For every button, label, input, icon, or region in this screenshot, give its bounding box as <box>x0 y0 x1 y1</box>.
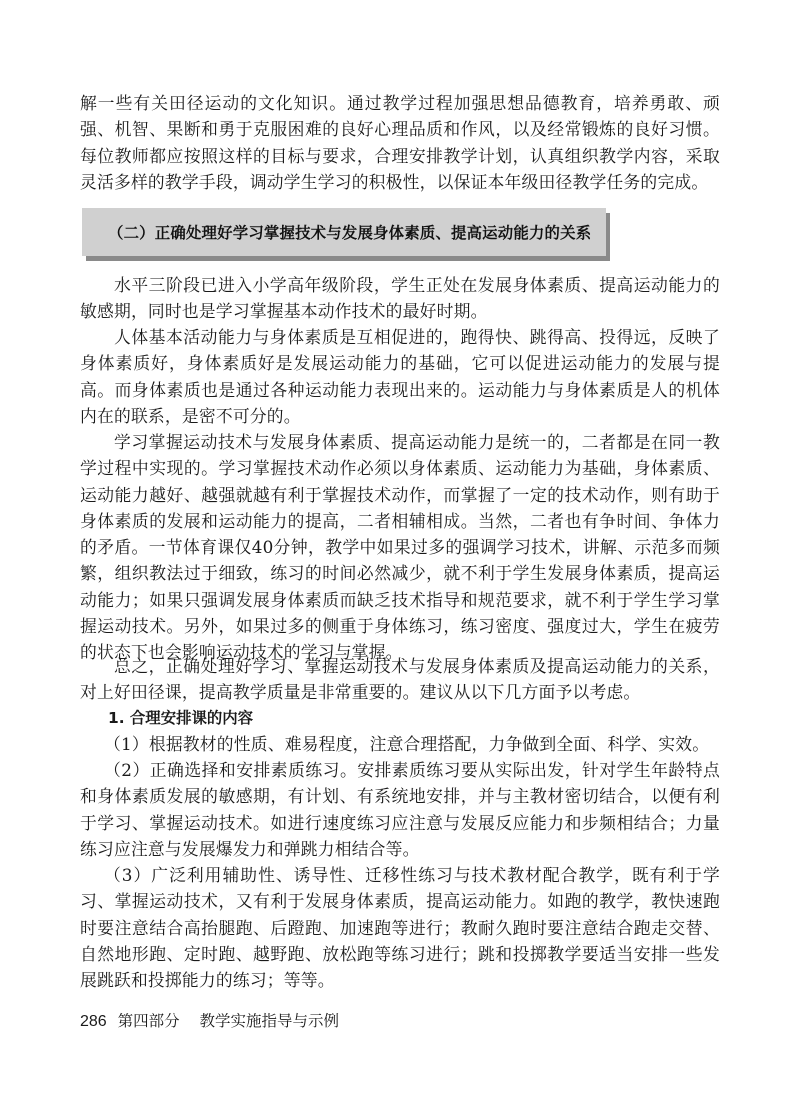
section-title: （二）正确处理好学习掌握技术与发展身体素质、提高运动能力的关系 <box>108 224 592 242</box>
paragraph-2: 人体基本活动能力与身体素质是互相促进的，跑得快、跳得高、投得远，反映了身体素质好，身体素质好是发展运动能力的基础，它可以促进运动能力的发展与提高。而身体素质也是通过各种运动能力表现出来的。运动能力与身体素质是人的机体内在的联系，是密不可分的。 <box>80 327 720 426</box>
paragraph-1: 水平三阶段已进入小学高年级阶段，学生正处在发展身体素质、提高运动能力的敏感期，同时也是学习掌握基本动作技术的最好时期。 <box>80 275 720 322</box>
paragraph-4: 总之，正确处理好学习、掌握运动技术与发展身体素质及提高运动能力的关系，对上好田径课，提高教学质量是非常重要的。建议从以下几方面予以考虑。 <box>80 656 720 703</box>
subheading-1: 1. 合理安排课的内容 <box>108 709 254 727</box>
page-number: 286 <box>80 1013 107 1030</box>
list-item-2: （2）正确选择和安排素质练习。安排素质练习要从实际出发，针对学生年龄特点和身体素质发展的敏感期，有计划、有系统地安排，并与主教材密切结合，以便有利于学习、掌握运动技术。如进行速度练习应注意与发展反应能力和步频相结合；力量练习应注意与发展爆发力和弹跳力相结合等。 <box>80 760 720 859</box>
part-title: 教学实施指导与示例 <box>199 1012 340 1030</box>
part-label: 第四部分 <box>117 1012 180 1030</box>
paragraph-3: 学习掌握运动技术与发展身体素质、提高运动能力是统一的，二者都是在同一教学过程中实现的。学习掌握技术动作必须以身体素质、运动能力为基础，身体素质、运动能力越好、越强就越有利于掌握技术动作，而掌握了一定的技术动作，则有助于身体素质的发展和运动能力的提高，二者相辅相成。当然，二者也有争时间、争体力的矛盾。一节体育课仅40分钟，教学中如果过多的强调学习技术，讲解、示范多而频繁，组织教法过于细致，练习的时间必然减少，就不利于学生发展身体素质，提高运动能力；如果只强调发展身体素质而缺乏技术指导和规范要求，就不利于学生学习掌握运动技术。另外，如果过多的侧重于身体练习，练习密度、强度过大，学生在疲劳的状态下也会影响运动技术的学习与掌握。 <box>80 432 720 663</box>
intro-paragraph: 解一些有关田径运动的文化知识。通过教学过程加强思想品德教育，培养勇敢、顽强、机智、果断和勇于克服困难的良好心理品质和作风，以及经常锻炼的良好习惯。每位教师都应按照这样的目标与要求，合理安排教学计划，认真组织教学内容，采取灵活多样的教学手段，调动学生学习的积极性，以保证本年级田径教学任务的完成。 <box>80 93 720 192</box>
list-item-3: （3）广泛利用辅助性、诱导性、迁移性练习与技术教材配合教学，既有利于学习、掌握运动技术，又有利于发展身体素质，提高运动能力。如跑的教学，教快速跑时要注意结合高抬腿跑、后蹬跑、加速跑等进行；教耐久跑时要注意结合跑走交替、自然地形跑、定时跑、越野跑、放松跑等练习进行；跳和投掷教学要适当安排一些发展跳跃和投掷能力的练习；等等。 <box>80 865 720 991</box>
section-heading-box <box>82 208 606 256</box>
page-footer <box>80 1010 339 1033</box>
list-item-1: （1）根据教材的性质、难易程度，注意合理搭配，力争做到全面、科学、实效。 <box>104 734 710 754</box>
